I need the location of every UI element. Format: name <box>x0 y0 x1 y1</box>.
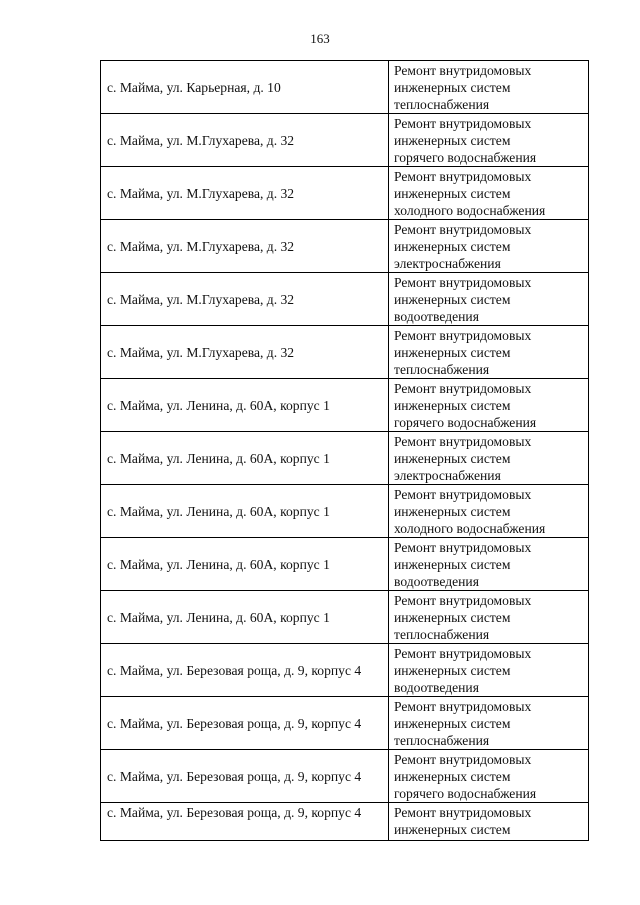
work-type-line: инженерных систем <box>394 132 511 148</box>
work-type-line: холодного водоснабжения <box>394 202 546 218</box>
work-type-cell <box>389 697 589 750</box>
page-number: 163 <box>310 31 330 46</box>
work-type-line: теплоснабжения <box>394 732 490 748</box>
table-row <box>101 114 589 167</box>
work-type-cell <box>389 273 589 326</box>
work-type-line: Ремонт внутридомовых <box>394 380 532 396</box>
work-type-line: водоотведения <box>394 308 479 324</box>
table-row <box>101 538 589 591</box>
address-cell: с. Майма, ул. М.Глухарева, д. 32 <box>101 114 389 167</box>
work-type-line: инженерных систем <box>394 503 511 519</box>
work-type-cell <box>389 326 589 379</box>
work-type-cell <box>389 750 589 803</box>
address-cell: с. Майма, ул. М.Глухарева, д. 32 <box>101 273 389 326</box>
work-type-line: инженерных систем <box>394 79 511 95</box>
work-type-line: инженерных систем <box>394 238 511 254</box>
work-type-cell <box>389 485 589 538</box>
table-row <box>101 750 589 803</box>
work-type-line: инженерных систем <box>394 291 511 307</box>
work-type-line: водоотведения <box>394 679 479 695</box>
work-type-line: горячего водоснабжения <box>394 149 537 165</box>
table-row <box>101 485 589 538</box>
work-type-line: Ремонт внутридомовых <box>394 805 532 820</box>
address-cell: с. Майма, ул. Ленина, д. 60А, корпус 1 <box>101 432 389 485</box>
table-row <box>101 432 589 485</box>
work-type-line: водоотведения <box>394 573 479 589</box>
work-type-line: инженерных систем <box>394 609 511 625</box>
work-type-cell <box>389 167 589 220</box>
table-row <box>101 61 589 114</box>
work-type-line: теплоснабжения <box>394 96 490 112</box>
work-type-line: электроснабжения <box>394 255 501 271</box>
table-row <box>101 644 589 697</box>
work-type-line: Ремонт внутридомовых <box>394 327 532 343</box>
address-cell: с. Майма, ул. Карьерная, д. 10 <box>101 61 389 114</box>
address-cell: с. Майма, ул. М.Глухарева, д. 32 <box>101 167 389 220</box>
table-row <box>101 273 589 326</box>
work-type-line: Ремонт внутридомовых <box>394 592 532 608</box>
work-type-cell <box>389 61 589 114</box>
work-type-line: горячего водоснабжения <box>394 785 537 801</box>
table-row <box>101 220 589 273</box>
address-cell: с. Майма, ул. М.Глухарева, д. 32 <box>101 220 389 273</box>
address-cell: с. Майма, ул. Березовая роща, д. 9, корпус 4 <box>101 803 389 841</box>
table-row <box>101 167 589 220</box>
work-type-line: инженерных систем <box>394 397 511 413</box>
work-type-line: Ремонт внутридомовых <box>394 62 532 78</box>
work-type-line: Ремонт внутридомовых <box>394 486 532 502</box>
address-cell: с. Майма, ул. Березовая роща, д. 9, корпус 4 <box>101 750 389 803</box>
work-type-line: Ремонт внутридомовых <box>394 698 532 714</box>
work-type-line: инженерных систем <box>394 556 511 572</box>
table-row <box>101 591 589 644</box>
work-type-line: холодного водоснабжения <box>394 520 546 536</box>
work-type-cell <box>389 803 589 841</box>
table-row <box>101 803 589 841</box>
address-cell: с. Майма, ул. Березовая роща, д. 9, корпус 4 <box>101 697 389 750</box>
repair-schedule-table <box>100 60 589 841</box>
work-type-cell <box>389 591 589 644</box>
address-cell: с. Майма, ул. Ленина, д. 60А, корпус 1 <box>101 538 389 591</box>
work-type-cell <box>389 379 589 432</box>
work-type-line: Ремонт внутридомовых <box>394 274 532 290</box>
table-row <box>101 379 589 432</box>
work-type-line: Ремонт внутридомовых <box>394 168 532 184</box>
table-row <box>101 697 589 750</box>
work-type-line: горячего водоснабжения <box>394 414 537 430</box>
work-type-line: инженерных систем <box>394 715 511 731</box>
address-cell: с. Майма, ул. М.Глухарева, д. 32 <box>101 326 389 379</box>
address-cell: с. Майма, ул. Ленина, д. 60А, корпус 1 <box>101 379 389 432</box>
work-type-line: Ремонт внутридомовых <box>394 539 532 555</box>
work-type-line: теплоснабжения <box>394 626 490 642</box>
work-type-line: инженерных систем <box>394 185 511 201</box>
work-type-line: электроснабжения <box>394 467 501 483</box>
address-cell: с. Майма, ул. Ленина, д. 60А, корпус 1 <box>101 591 389 644</box>
work-type-cell <box>389 644 589 697</box>
table-body <box>101 61 589 841</box>
work-type-line: теплоснабжения <box>394 361 490 377</box>
work-type-line: инженерных систем <box>394 822 511 837</box>
address-cell: с. Майма, ул. Ленина, д. 60А, корпус 1 <box>101 485 389 538</box>
work-type-cell <box>389 432 589 485</box>
work-type-line: Ремонт внутридомовых <box>394 433 532 449</box>
work-type-line: инженерных систем <box>394 662 511 678</box>
work-type-line: Ремонт внутридомовых <box>394 115 532 131</box>
work-type-line: инженерных систем <box>394 450 511 466</box>
address-cell: с. Майма, ул. Березовая роща, д. 9, корпус 4 <box>101 644 389 697</box>
work-type-line: Ремонт внутридомовых <box>394 221 532 237</box>
work-type-line: Ремонт внутридомовых <box>394 751 532 767</box>
work-type-line: Ремонт внутридомовых <box>394 645 532 661</box>
work-type-cell <box>389 114 589 167</box>
work-type-line: инженерных систем <box>394 768 511 784</box>
table-row <box>101 326 589 379</box>
work-type-cell <box>389 220 589 273</box>
work-type-line: инженерных систем <box>394 344 511 360</box>
work-type-cell <box>389 538 589 591</box>
